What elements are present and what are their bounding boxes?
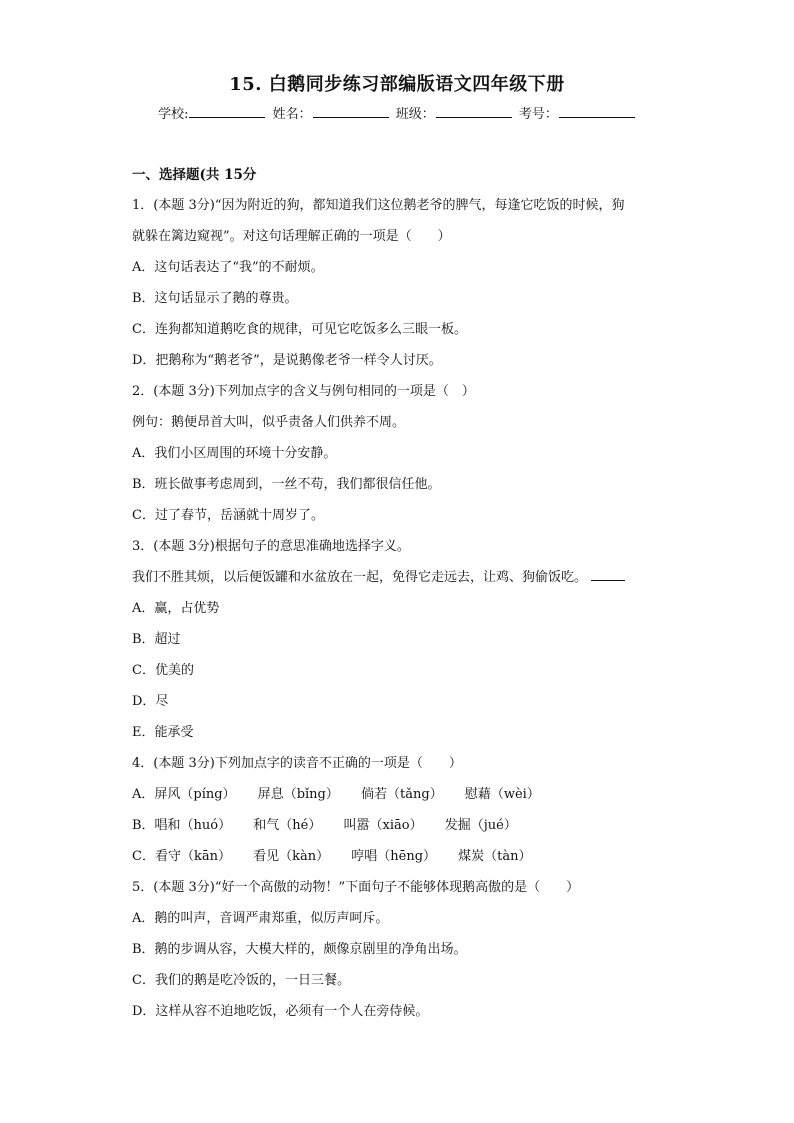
q5-stem: 5．(本题 3分)“好一个高傲的动物！”下面句子不能够体现鹅高傲的是（ ） <box>132 880 580 895</box>
student-info-row <box>0 103 794 122</box>
q3-stem: 3．(本题 3分)根据句子的意思准确地选择字义。 <box>132 539 410 554</box>
q4-option-b[interactable] <box>132 810 672 841</box>
q4-c-item-1: C．看守（kān） <box>132 849 231 864</box>
q2-option-b[interactable]: B．班长做事考虑周到，一丝不苟，我们都很信任他。 <box>132 477 441 492</box>
number-blank[interactable] <box>559 105 635 118</box>
q4-b-item-2: 和气（hé） <box>253 818 322 833</box>
q3-option-e[interactable]: E．能承受 <box>132 725 194 740</box>
q2-example: 例句：鹅便昂首大叫，似乎责备人们供养不周。 <box>132 415 406 430</box>
q4-stem: 4．(本题 3分)下列加点字的读音不正确的一项是（ ） <box>132 756 462 771</box>
name-label: 姓名： <box>272 107 312 122</box>
q1-stem-line1: 1．(本题 3分)“因为附近的狗，都知道我们这位鹅老爷的脾气，每逢它吃饭的时候，狗 <box>132 198 625 213</box>
q2-option-c[interactable]: C．过了春节，岳涵就十周岁了。 <box>132 508 324 523</box>
school-blank[interactable] <box>189 105 265 118</box>
q1-option-c[interactable]: C．连狗都知道鹅吃食的规律，可见它吃饭多么三眼一板。 <box>132 322 467 337</box>
q3-option-c[interactable]: C．优美的 <box>132 663 194 678</box>
class-blank[interactable] <box>436 105 512 118</box>
q5-option-d[interactable]: D．这样从容不迫地吃饭，必须有一个人在旁侍候。 <box>132 1004 429 1019</box>
page-title: 15. 白鹅同步练习部编版语文四年级下册 <box>229 74 565 95</box>
q3-option-b[interactable]: B．超过 <box>132 632 181 647</box>
q1-option-a[interactable]: A．这句话表达了“我”的不耐烦。 <box>132 260 324 275</box>
q4-a-item-3: 倘若（tǎng） <box>361 787 443 802</box>
q4-b-item-1: B．唱和（huó） <box>132 818 232 833</box>
section-heading: 一、选择题(共 15分 <box>132 167 257 183</box>
q2-option-a[interactable]: A．我们小区周围的环境十分安静。 <box>132 446 337 461</box>
q4-option-c[interactable] <box>132 841 672 872</box>
school-label: 学校: <box>158 107 189 122</box>
q3-sentence-line <box>132 562 672 593</box>
q4-a-item-2: 屏息（bǐng） <box>257 787 339 802</box>
q3-sentence: 我们不胜其烦，以后便饭罐和水盆放在一起，免得它走远去，让鸡、狗偷饭吃。 <box>132 570 588 585</box>
q3-answer-blank[interactable] <box>591 566 625 581</box>
name-blank[interactable] <box>313 105 389 118</box>
q3-option-a[interactable]: A．赢，占优势 <box>132 601 220 616</box>
q3-option-d[interactable]: D．尽 <box>132 694 169 709</box>
q4-c-item-4: 煤炭（tàn） <box>458 849 532 864</box>
q5-option-c[interactable]: C．我们的鹅是吃冷饭的，一日三餐。 <box>132 973 350 988</box>
class-label: 班级： <box>395 107 435 122</box>
q4-a-item-1: A．屏风（píng） <box>132 787 236 802</box>
q2-stem: 2．(本题 3分)下列加点字的含义与例句相同的一项是（ ） <box>132 384 475 399</box>
number-label: 考号： <box>518 107 558 122</box>
q4-c-item-3: 哼唱（hēng） <box>351 849 437 864</box>
q5-option-b[interactable]: B．鹅的步调从容，大模大样的，颇像京剧里的净角出场。 <box>132 942 467 957</box>
q4-option-a[interactable] <box>132 779 672 810</box>
q5-option-a[interactable]: A．鹅的叫声，音调严肃郑重，似厉声呵斥。 <box>132 911 389 926</box>
q1-option-b[interactable]: B．这句话显示了鹅的尊贵。 <box>132 291 298 306</box>
q1-stem-line2: 就躲在篱边窥视”。对这句话理解正确的一项是（ ） <box>132 229 451 244</box>
q4-a-item-4: 慰藉（wèi） <box>464 787 540 802</box>
q1-option-d[interactable]: D．把鹅称为“鹅老爷”，是说鹅像老爷一样令人讨厌。 <box>132 353 442 368</box>
q4-b-item-3: 叫嚣（xiāo） <box>343 818 423 833</box>
q4-c-item-2: 看见（kàn） <box>253 849 330 864</box>
q4-b-item-4: 发掘（jué） <box>444 818 517 833</box>
question-content <box>132 165 672 1027</box>
